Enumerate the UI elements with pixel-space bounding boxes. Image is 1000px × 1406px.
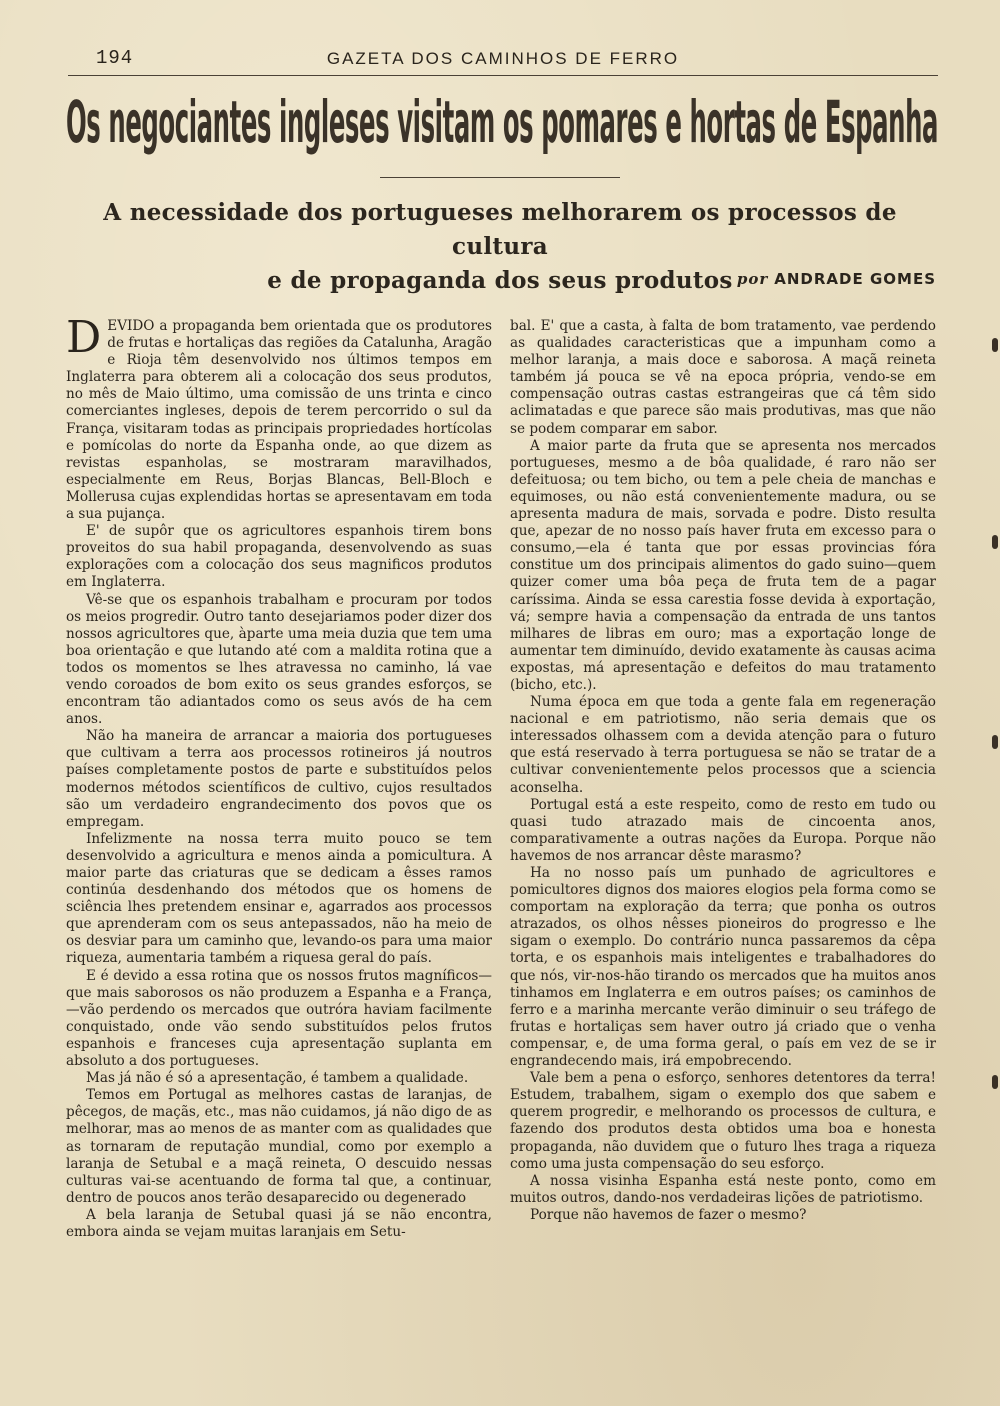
binding-hole-mark — [992, 338, 998, 352]
paragraph: A bela laranja de Setubal quasi já se não encontra, embora ainda se vejam muitas laranjais em Setu- — [66, 1206, 492, 1240]
paragraph: Ha no nosso país um punhado de agricultores e pomicultores dignos dos maiores elogios pela forma como se comportam na exploração da terra; que ponha os outros atrazados, os olhos nêsses pioneiros do progresso e lhe sigam o exemplo. Do contrário nunca passaremos da cêpa torta, e os espanhois mais inteligentes e trabalhadores do que nós, vir-nos-hão tirando os mercados que ha muitos anos tinhamos em Inglaterra e em outros países; os caminhos de ferro e a marinha mercante verão diminuir o seu tráfego de frutas e hortaliças sem haver outro já criado que o venha compensar, e, de uma forma geral, o país em vez de se ir engrandecendo mais, irá empobrecendo. — [510, 865, 936, 1070]
paragraph: Portugal está a este respeito, como de resto em tudo ou quasi tudo atrazado mais de cincoenta anos, comparativamente a outras nações da Europa. Porque não havemos de nos arrancar dêste marasmo? — [510, 796, 936, 864]
drop-cap: D — [66, 312, 102, 363]
headline-divider — [380, 177, 620, 178]
binding-hole-mark — [992, 1075, 998, 1089]
headline-container — [62, 84, 942, 160]
left-column — [66, 312, 492, 1241]
paragraph: Numa época em que toda a gente fala em regeneração nacional e em patriotismo, não seria demais que os interessados olhassem com a devida atenção para o futuro que está reservado à terra portuguesa se não se tratar de a cultivar convenientemente pelos processos que a sciencia aconselha. — [510, 694, 936, 796]
paragraph: Temos em Portugal as melhores castas de laranjas, de pêcegos, de maçãs, etc., mas não cuidamos, já não digo de as melhorar, mas ao menos de as manter com as qualidades que as tornaram de reputação mundial, como por exemplo a laranja de Setubal e a maçã reineta, O descuido nessas culturas vai-se acentuando de forma tal que, a continuar, dentro de poucos anos terão desaparecido ou degenerado — [66, 1087, 492, 1206]
author-name: ANDRADE GOMES — [774, 270, 936, 288]
page-header — [68, 45, 938, 76]
paragraph: Mas já não é só a apresentação, é tambem a qualidade. — [86, 1070, 469, 1087]
byline — [737, 270, 936, 288]
paragraph: Vale bem a pena o esforço, senhores detentores da terra! Estudem, trabalhem, sigam o exemplo dos que sabem e querem progredir, e melhorando os processos de cultura, e fazendo dos produtos desta obtidos uma boa e honesta propaganda, não duvidem que o futuro lhes traga a riqueza como uma justa compensação do seu esforço. — [510, 1070, 936, 1172]
paragraph: E' de supôr que os agricultores espanhois tirem bons proveitos do sua habil propaganda, desenvolvendo as suas explorações com a colocação dos seus magnificos produtos em Inglaterra. — [66, 523, 492, 591]
page-number: 194 — [96, 47, 134, 69]
paragraph: Infelizmente na nossa terra muito pouco se tem desenvolvido a agricultura e menos ainda a pomicultura. A maior parte das criaturas que se dedicam a êsses ramos continúa desdenhando dos métodos que os homens de sciência lhes pretendem ensinar e, agarrados aos processos que aprenderam com os seus antepassados, não ha meio de os desviar para um caminho que, levando-os para uma maior riqueza, aumentaria também a riquesa geral do país. — [66, 830, 492, 967]
paragraph-text: EVIDO a propaganda bem orientada que os produtores de frutas e hortaliças das regiões da Catalunha, Aragão e Rioja têm desenvolvido nos últimos tempos em Inglaterra para obterem ali a colocação dos seus produtos, no mês de Maio último, uma comissão de uns trinta e cinco comerciantes ingleses, depois de terem percorrido o sul da França, visitaram todas as principais propriedades hortícolas e pomícolas do norte da Espanha onde, ao que dizem as revistas espanholas, se mostraram maravilhados, especialmente em Reus, Borjas Blancas, Bell-Bloch e Mollerusa cujas explendidas hortas se apresentavam em toda a sua pujança. — [66, 318, 492, 523]
byline-prefix: por — [736, 270, 769, 288]
right-column — [510, 318, 936, 1224]
paragraph: Porque não havemos de fazer o mesmo? — [530, 1206, 807, 1223]
binding-hole-mark — [992, 735, 998, 749]
article-headline: Os negociantes ingleses visitam os pomares e hortas de Espanha — [66, 88, 938, 156]
paragraph: Vê-se que os espanhois trabalham e procuram por todos os meios progredir. Outro tanto desejariamos poder dizer dos nossos agricultores que, àparte uma meia duzia que tem uma boa orientação e que lutando até com a maldita rotina que a todos os momentos se lhes atravessa no caminho, lá vae vendo coroados de bom exito os seus grandes esforços, se encontram tão adiantados como os seus avós de ha cem anos. — [66, 591, 492, 728]
paragraph: A nossa visinha Espanha está neste ponto, como em muitos outros, dando-nos verdadeiras lições de patriotismo. — [510, 1172, 936, 1206]
paragraph: Não ha maneira de arrancar a maioria dos portugueses que cultivam a terra aos processos rotineiros já noutros países completamente postos de parte e substituídos pelos modernos métodos scientíficos de cultivo, cujos resultados são um verdadeiro engrandecimento dos povos que os empregam. — [66, 728, 492, 830]
journal-title: GAZETA DOS CAMINHOS DE FERRO — [326, 49, 680, 68]
paragraph: bal. E' que a casta, à falta de bom tratamento, vae perdendo as qualidades caracteristicas que a impunham como a melhor laranja, a mais doce e saborosa. A maçã reineta também já pouca se vê na epoca própria, vendo-se em compensação outras castas estrangeiras que cá têm sido aclimatadas e que parece são mais produtivas, mas que não se podem comparar em sabor. — [510, 318, 936, 437]
paragraph: E é devido a essa rotina que os nossos frutos magníficos—que mais saborosos os não produzem a Espanha e a França,—vão perdendo os mercados que outróra haviam facilmente conquistado, onde vão sendo substituídos pelos frutos espanhois e franceses cuja apresentação suplanta em absoluto a dos portugueses. — [66, 967, 492, 1070]
paragraph: A maior parte da fruta que se apresenta nos mercados portugueses, mesmo a de bôa qualidade, é raro não ser defeituosa; ou tem bicho, ou tem a pele cheia de manchas e equimoses, ou não está convenientemente madura, ou se apresenta madura de mais, sorvada e podre. Disto resulta que, apezar de no nosso país haver fruta em excesso para o consumo,—ela é tanta que por essas provincias fóra constitue um dos principais alimentos do gado suino—quem quizer comer uma bôa peça de fruta tem de a pagar caríssima. Ainda se essa carestia fosse devida à exportação, vá; sempre havia a compensação da entrada de uns tantos milhares de libras em ouro; mas a exportação longe de aumentar tem diminuído, devido exatamente às causas acima expostas, má apresentação e defeitos do mau tratamento (bicho, etc.). — [510, 437, 936, 693]
subtitle-line-2: e de propaganda dos seus produtos — [267, 267, 733, 294]
paragraph — [66, 312, 492, 523]
binding-hole-mark — [992, 535, 998, 549]
subtitle-line-1: A necessidade dos portugueses melhorarem os processos de cultura — [103, 199, 897, 260]
